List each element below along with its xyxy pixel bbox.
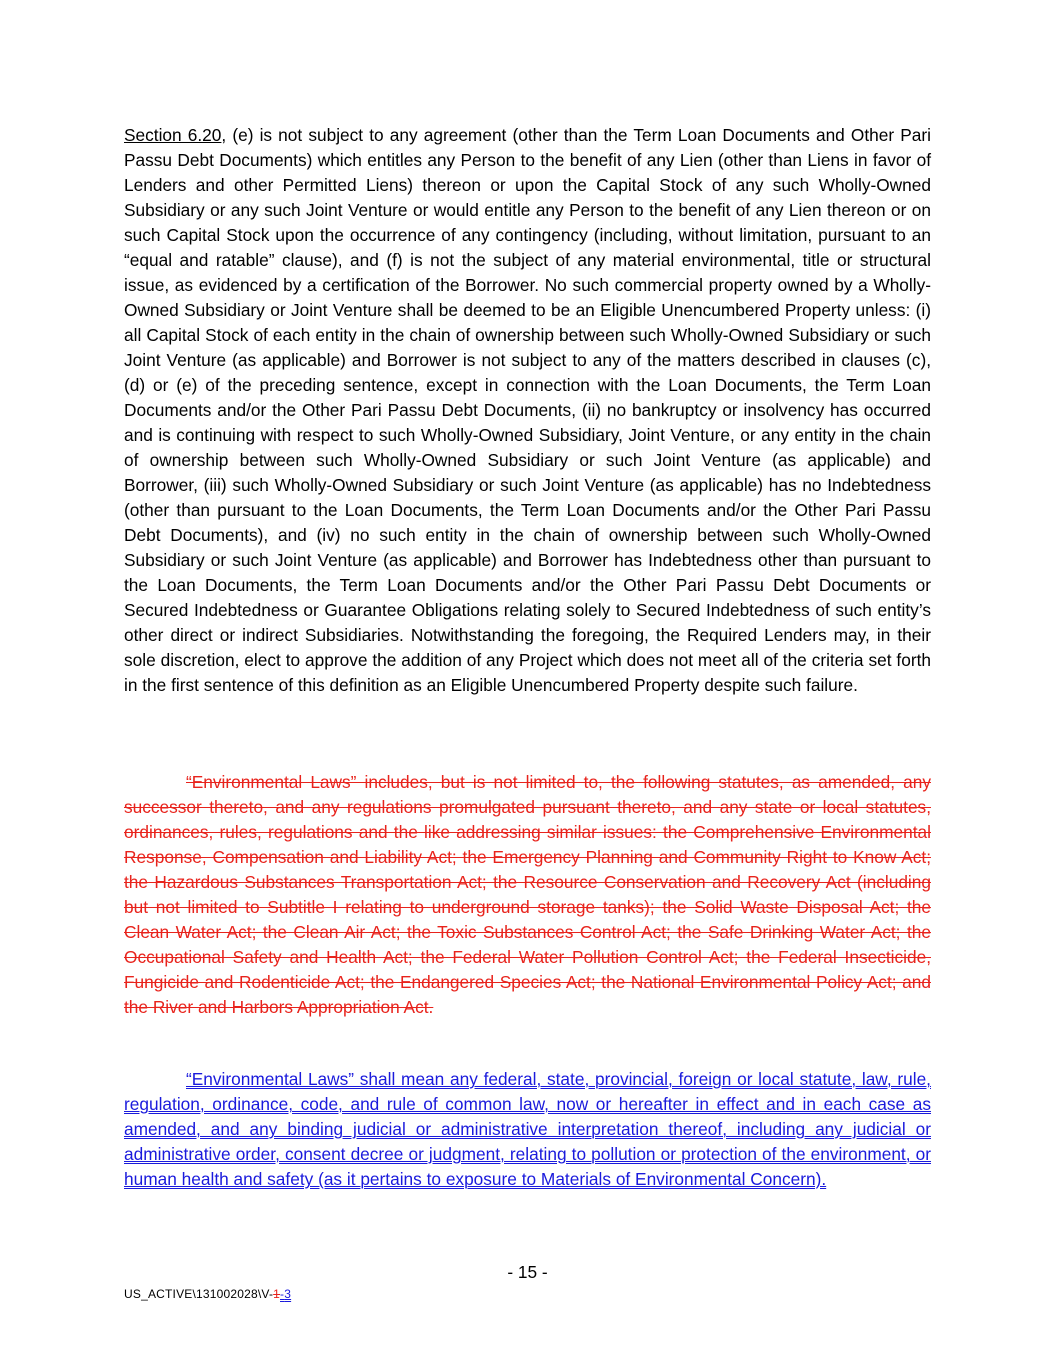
footer-separator: - xyxy=(280,1287,285,1301)
footer-inserted-version: 3 xyxy=(284,1287,292,1301)
footer-doc-id xyxy=(124,1287,291,1301)
footer-doc-path: US_ACTIVE\131002028\V- xyxy=(124,1287,274,1301)
section-reference: Section 6.20 xyxy=(124,125,222,145)
deleted-definition-paragraph xyxy=(124,770,931,1020)
deleted-definition-text: “Environmental Laws” includes, but is not limited to, the following statutes, as amended, any successor thereto, and any regulations promulgated pursuant thereto, and any state or local statutes, ordinances, rules, regulations and the like addressing similar issues: the Comprehensive Environmental Response, Compensation and Liability Act; the Emergency Planning and Community Right to Know Act; the Hazardous Substances Transportation Act; the Resource Conservation and Recovery Act (including but not limited to Subtitle I relating to underground storage tanks); the Solid Waste Disposal Act; the Clean Water Act; the Clean Air Act; the Toxic Substances Control Act; the Safe Drinking Water Act; the Occupational Safety and Health Act; the Federal Water Pollution Control Act; the Federal Insecticide, Fungicide and Rodenticide Act; the Endangered Species Act; the National Environmental Policy Act; and the River and Harbors Appropriation Act. xyxy=(124,772,931,1017)
inserted-definition-paragraph xyxy=(124,1067,931,1192)
footer-deleted-version: 1 xyxy=(273,1287,281,1301)
continuation-text: , (e) is not subject to any agreement (other than the Term Loan Documents and Other Pari Passu Debt Documents) which entitles any Person to the benefit of any Lien (other than Liens in favor of Lenders and other Permitted Liens) thereon or upon the Capital Stock of any such Wholly-Owned Subsidiary or any such Joint Venture or would entitle any Person to the benefit of any Lien thereon or on such Capital Stock upon the occurrence of any contingency (including, without limitation, pursuant to an “equal and ratable” clause), and (f) is not the subject of any material environmental, title or structural issue, as evidenced by a certification of the Borrower. No such commercial property owned by a Wholly-Owned Subsidiary or Joint Venture shall be deemed to be an Eligible Unencumbered Property unless: (i) all Capital Stock of each entity in the chain of ownership between such Wholly-Owned Subsidiary or such Joint Venture (as applicable) and Borrower is not subject to any of the matters described in clauses (c), (d) or (e) of the preceding sentence, except in connection with the Loan Documents, the Term Loan Documents and/or the Other Pari Passu Debt Documents, (ii) no bankruptcy or insolvency has occurred and is continuing with respect to such Wholly-Owned Subsidiary, Joint Venture, or any entity in the chain of ownership between such Wholly-Owned Subsidiary or such Joint Venture (as applicable) and Borrower, (iii) such Wholly-Owned Subsidiary or such Joint Venture (as applicable) has no Indebtedness (other than pursuant to the Loan Documents, the Term Loan Documents and/or the Other Pari Passu Debt Documents), and (iv) no such entity in the chain of ownership between such Wholly-Owned Subsidiary or such Joint Venture (as applicable) and Borrower has Indebtedness other than pursuant to the Loan Documents, the Term Loan Documents and/or the Other Pari Passu Debt Documents or Secured Indebtedness or Guarantee Obligations relating solely to Secured Indebtedness of such entity’s other direct or indirect Subsidiaries. Notwithstanding the foregoing, the Required Lenders may, in their sole discretion, elect to approve the addition of any Project which does not meet all of the criteria set forth in the first sentence of this definition as an Eligible Unencumbered Property despite such failure. xyxy=(124,125,931,695)
continuation-paragraph xyxy=(124,123,931,698)
page-number: - 15 - xyxy=(507,1262,548,1282)
inserted-definition-text: “Environmental Laws” shall mean any federal, state, provincial, foreign or local statute, law, rule, regulation, ordinance, code, and rule of common law, now or hereafter in effect and in each case as amended, and any binding judicial or administrative interpretation thereof, including any judicial or administrative order, consent decree or judgment, relating to pollution or protection of the environment, or human health and safety (as it pertains to exposure to Materials of Environmental Concern). xyxy=(124,1069,931,1189)
